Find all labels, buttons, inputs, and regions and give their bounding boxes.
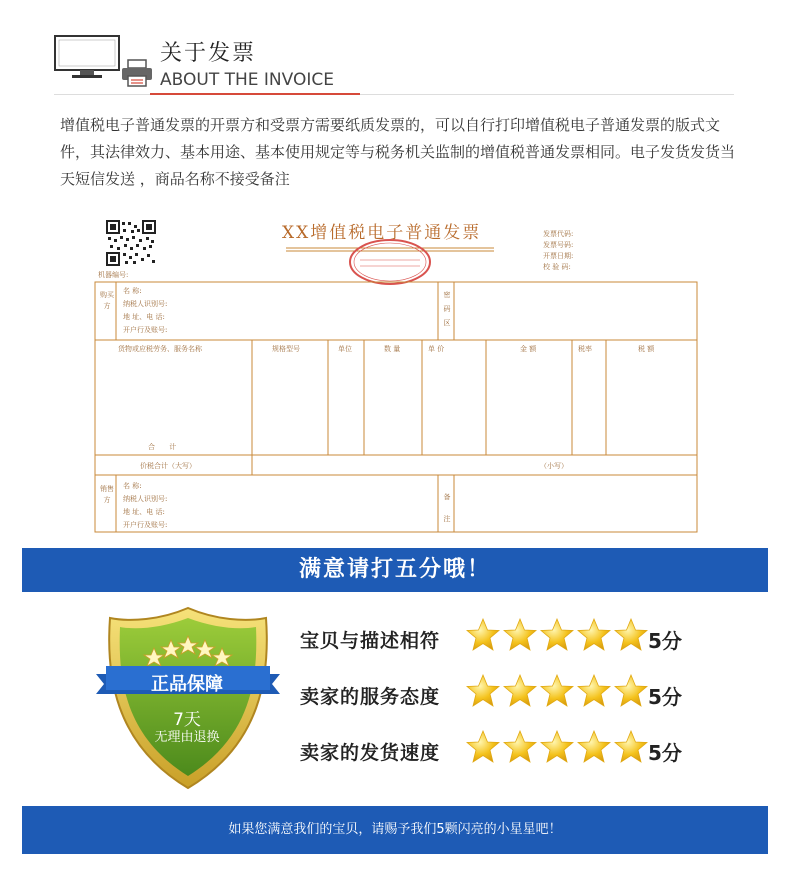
divider-accent bbox=[150, 93, 360, 95]
col-goods-name: 货物或应税劳务、服务名称 bbox=[118, 345, 202, 353]
star-icon bbox=[614, 618, 648, 652]
star-group bbox=[466, 674, 651, 714]
price-tax-total-label: 价税合计（大写） bbox=[140, 462, 196, 470]
invoice-title: XX增值税电子普通发票 bbox=[282, 223, 482, 243]
star-icon bbox=[577, 618, 611, 652]
rating-row-service bbox=[300, 674, 720, 714]
seller-fields bbox=[123, 480, 167, 532]
rating-label: 卖家的服务态度 bbox=[300, 686, 441, 708]
rating-row-description bbox=[300, 618, 720, 658]
invoice-meta bbox=[543, 229, 573, 273]
star-icon bbox=[503, 730, 537, 764]
guarantee-days: 7天 bbox=[173, 710, 201, 730]
rating-banner-text: 满意请打五分哦！ bbox=[298, 557, 491, 582]
footer-banner-text: 如果您满意我们的宝贝，请赐予我们5颗闪亮的小星星吧！ bbox=[228, 822, 562, 837]
seller-taxid-label: 纳税人识别号: bbox=[123, 495, 168, 503]
seller-bank-label: 开户行及账号: bbox=[123, 521, 168, 529]
star-icon bbox=[466, 730, 500, 764]
star-icon bbox=[614, 674, 648, 708]
star-icon bbox=[540, 730, 574, 764]
seller-side-label: 销售方 bbox=[100, 485, 114, 504]
guarantee-title: 正品保障 bbox=[151, 674, 223, 695]
rating-label: 卖家的发货速度 bbox=[300, 742, 441, 764]
small-write-label: （小写） bbox=[540, 462, 568, 470]
rating-banner bbox=[22, 548, 768, 592]
rating-row-shipping bbox=[300, 730, 720, 770]
star-icon bbox=[503, 618, 537, 652]
seller-name-label: 名 称: bbox=[123, 482, 142, 490]
buyer-address-label: 地 址、电 话: bbox=[123, 313, 165, 321]
footer-banner bbox=[22, 806, 768, 854]
col-quantity: 数 量 bbox=[384, 345, 401, 353]
col-tax-amount: 税 额 bbox=[638, 345, 655, 353]
buyer-fields bbox=[123, 285, 167, 337]
seller-address-label: 地 址、电 话: bbox=[123, 508, 165, 516]
invoice-table bbox=[94, 281, 698, 533]
monitor-icon bbox=[54, 35, 120, 79]
invoice-code-label: 发票代码: bbox=[543, 230, 574, 238]
star-icon bbox=[466, 618, 500, 652]
section-title: 关于发票 bbox=[160, 41, 257, 66]
invoice-number-label: 发票号码: bbox=[543, 241, 574, 249]
star-icon bbox=[577, 674, 611, 708]
col-spec: 规格型号 bbox=[272, 345, 300, 353]
star-icon bbox=[466, 674, 500, 708]
total-label: 合 计 bbox=[148, 443, 183, 451]
invoice-date-label: 开票日期: bbox=[543, 252, 574, 260]
section-subtitle: ABOUT THE INVOICE bbox=[160, 70, 334, 90]
buyer-side-label: 购买方 bbox=[100, 291, 114, 310]
intro-paragraph: 增值税电子普通发票的开票方和受票方需要纸质发票的，可以自行打印增值税电子普通发票的版式文件，其法律效力、基本用途、基本使用规定等与税务机关监制的增值税普通发票相同。电子发货发货当天短信发送 ，商品名称不接受备注 bbox=[60, 116, 736, 188]
star-icon bbox=[540, 674, 574, 708]
printer-icon bbox=[120, 58, 154, 88]
rating-score: 5分 bbox=[648, 685, 682, 709]
star-group bbox=[466, 730, 651, 770]
star-icon bbox=[503, 674, 537, 708]
qr-code-icon bbox=[106, 220, 156, 266]
col-amount: 金 额 bbox=[520, 345, 537, 353]
rating-score: 5分 bbox=[648, 741, 682, 765]
password-area-label: 密码区 bbox=[443, 291, 451, 327]
remarks-label: 备注 bbox=[443, 493, 451, 523]
buyer-name-label: 名 称: bbox=[123, 287, 142, 295]
col-unit: 单位 bbox=[338, 345, 352, 353]
star-icon bbox=[614, 730, 648, 764]
official-stamp bbox=[348, 238, 432, 286]
guarantee-subtitle: 无理由退换 bbox=[154, 730, 220, 745]
star-icon bbox=[540, 618, 574, 652]
star-group bbox=[466, 618, 651, 658]
col-unit-price: 单 价 bbox=[428, 345, 445, 353]
guarantee-shield-icon bbox=[96, 604, 280, 792]
rating-label: 宝贝与描述相符 bbox=[300, 630, 441, 652]
buyer-taxid-label: 纳税人识别号: bbox=[123, 300, 168, 308]
col-tax-rate: 税率 bbox=[578, 345, 592, 353]
machine-number-label: 机器编号: bbox=[98, 271, 129, 279]
rating-score: 5分 bbox=[648, 629, 682, 653]
buyer-bank-label: 开户行及账号: bbox=[123, 326, 168, 334]
star-icon bbox=[577, 730, 611, 764]
invoice-check-label: 校 验 码: bbox=[543, 263, 571, 271]
